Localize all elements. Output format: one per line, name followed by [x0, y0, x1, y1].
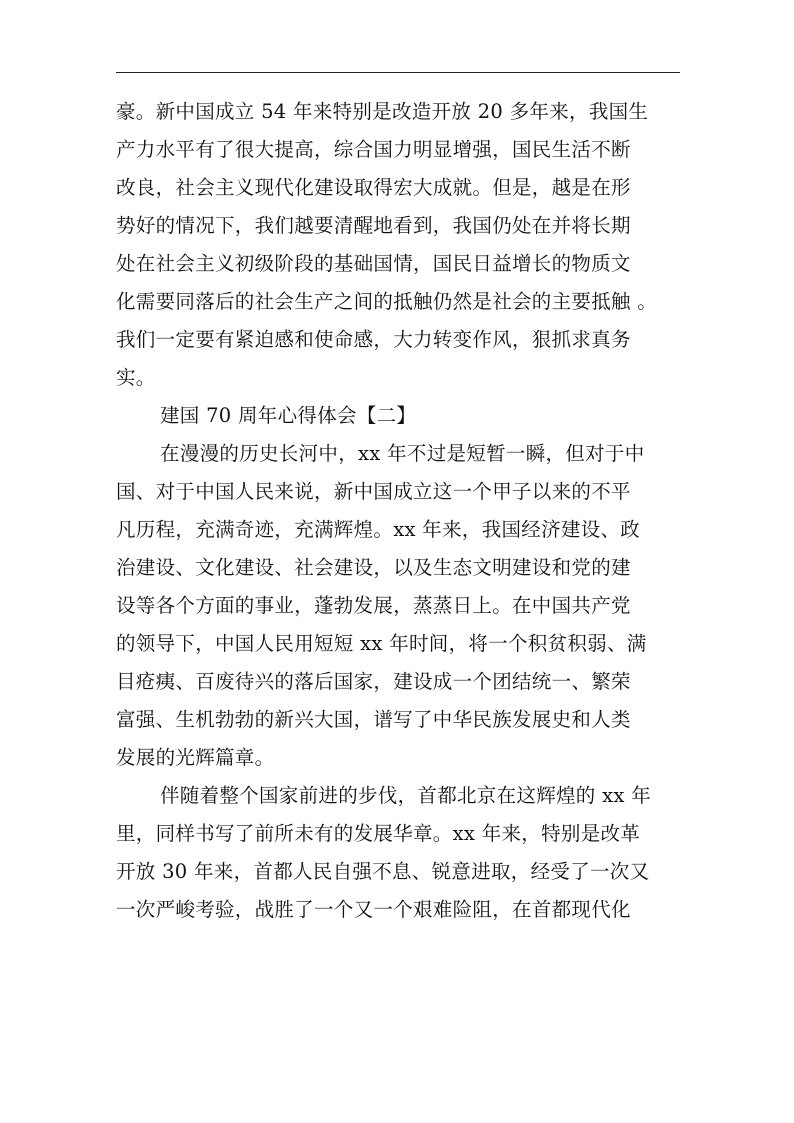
text-line: 实。 — [116, 366, 156, 389]
text-line: 我们一定要有紧迫感和使命感，大力转变作风，狠抓求真务 — [116, 328, 631, 351]
text-line: 治建设、文化建设、社会建设，以及生态文明建设和党的建 — [116, 556, 631, 579]
text-line: 凡历程，充满奇迹，充满辉煌。xx 年来，我国经济建设、政 — [116, 518, 641, 541]
text-line: 富强、生机勃勃的新兴大国，谱写了中华民族发展史和人类 — [116, 708, 631, 731]
text-line: 目疮痍、百废待兴的落后国家，建设成一个团结统一、繁荣 — [116, 670, 631, 693]
text-line: 处在社会主义初级阶段的基础国情，国民日益增长的物质文 — [116, 252, 631, 275]
document-body — [116, 93, 696, 929]
text-line: 里，同样书写了前所未有的发展华章。xx 年来，特别是改革 — [116, 822, 641, 845]
text-line: 国、对于中国人民来说，新中国成立这一个甲子以来的不平 — [116, 480, 631, 503]
text-line: 发展的光辉篇章。 — [116, 746, 275, 769]
text-line: 豪。新中国成立 54 年来特别是改造开放 20 多年来，我国生 — [116, 100, 649, 123]
text-line: 势好的情况下，我们越要清醒地看到，我国仍处在并将长期 — [116, 214, 631, 237]
header-rule — [116, 72, 680, 73]
text-line: 产力水平有了很大提高，综合国力明显增强，国民生活不断 — [116, 138, 631, 161]
paragraph-start-line: 在漫漫的历史长河中，xx 年不过是短暂一瞬，但对于中 — [160, 442, 645, 465]
text-line: 化需要同落后的社会生产之间的抵触仍然是社会的主要抵触 。 — [116, 290, 658, 313]
section-heading: 建国 70 周年心得体会【二】 — [160, 404, 417, 427]
text-line: 一次严峻考验，战胜了一个又一个艰难险阻，在首都现代化 — [116, 898, 631, 921]
text-line: 设等各个方面的事业，蓬勃发展，蒸蒸日上。在中国共产党 — [116, 594, 631, 617]
text-line: 开放 30 年来，首都人民自强不息、锐意进取，经受了一次又 — [116, 860, 650, 883]
text-line: 的领导下，中国人民用短短 xx 年时间，将一个积贫积弱、满 — [116, 632, 647, 655]
paragraph-start-line: 伴随着整个国家前进的步伐，首都北京在这辉煌的 xx 年 — [160, 784, 651, 807]
text-line: 改良，社会主义现代化建设取得宏大成就。但是，越是在形 — [116, 176, 631, 199]
